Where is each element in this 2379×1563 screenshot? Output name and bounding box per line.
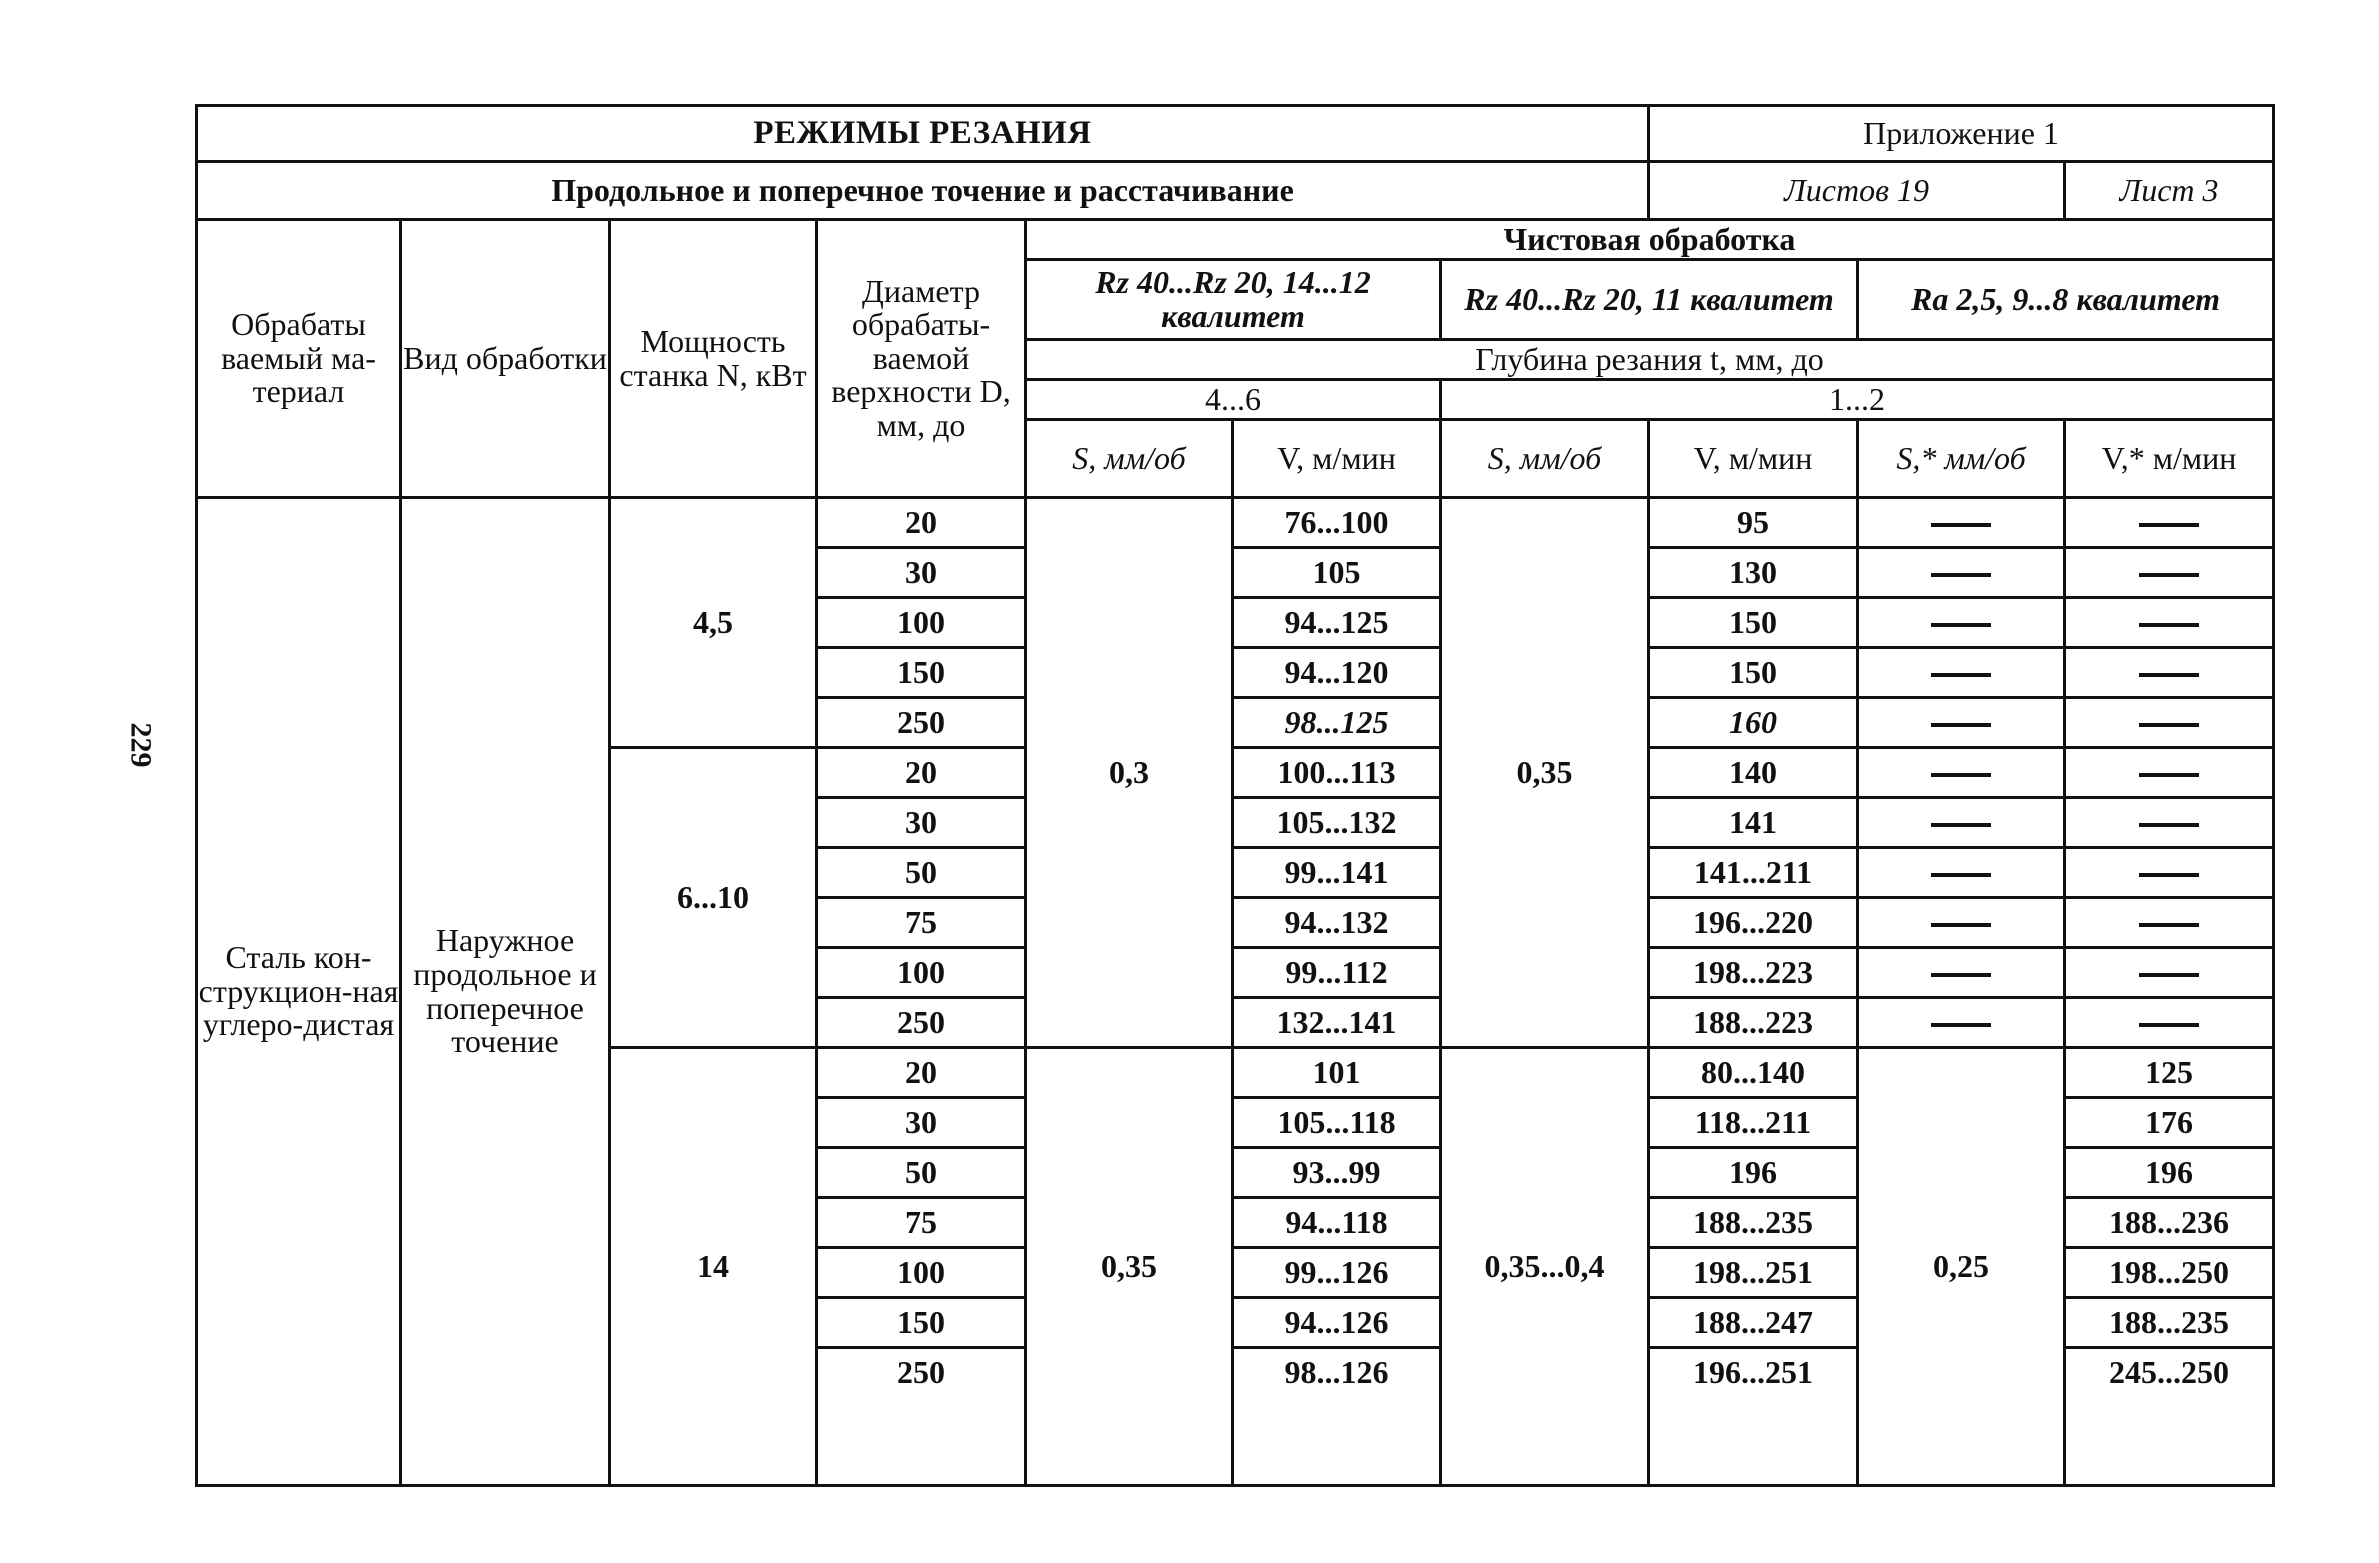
- col-s-3: S,* мм/об: [1858, 420, 2065, 498]
- cutting-modes-table: [195, 104, 2275, 1487]
- v2-cell: 198...223: [1649, 948, 1858, 998]
- v3-cell: 198...250: [2065, 1248, 2274, 1298]
- s3-cell: [1858, 798, 2065, 848]
- s3-cell: [1858, 598, 2065, 648]
- col-finish: Чистовая обработка: [1026, 220, 2274, 260]
- v3-cell: [2065, 748, 2274, 798]
- v3-cell: [2065, 698, 2274, 748]
- col-power: Мощность станка N, кВт: [610, 220, 817, 498]
- v1-cell: 94...132: [1233, 898, 1441, 948]
- v1-cell: 99...141: [1233, 848, 1441, 898]
- operation-cell: Наружное продольное и поперечное точение: [401, 498, 610, 1486]
- v3-cell: [2065, 498, 2274, 548]
- col-diameter: Диаметр обрабаты-ваемой верхности D, мм, до: [817, 220, 1026, 498]
- v1-cell: 101: [1233, 1048, 1441, 1098]
- v1-cell: 98...126: [1233, 1348, 1441, 1398]
- col-s-2: S, мм/об: [1441, 420, 1649, 498]
- v2-cell: 196...251: [1649, 1348, 1858, 1398]
- v1-cell: 105...118: [1233, 1098, 1441, 1148]
- v3-cell: [2065, 898, 2274, 948]
- v2-cell: 150: [1649, 648, 1858, 698]
- v3-cell: 245...250: [2065, 1348, 2274, 1398]
- v2-cell: 188...223: [1649, 998, 1858, 1048]
- diameter-cell: 75: [817, 898, 1026, 948]
- v1-cell: 94...120: [1233, 648, 1441, 698]
- v3-cell: [2065, 798, 2274, 848]
- v2-cell: 198...251: [1649, 1248, 1858, 1298]
- col-operation: Вид обработки: [401, 220, 610, 498]
- col-group-2: Rz 40...Rz 20, 11 квалитет: [1441, 260, 1858, 340]
- s3-cell: [1858, 998, 2065, 1048]
- s3-cell: [1858, 648, 2065, 698]
- v3-cell: 188...236: [2065, 1198, 2274, 1248]
- col-depth-b: 1...2: [1441, 380, 2274, 420]
- v2-cell: 130: [1649, 548, 1858, 598]
- v2-cell: 118...211: [1649, 1098, 1858, 1148]
- col-depth: Глубина резания t, мм, до: [1026, 340, 2274, 380]
- v2-cell: 196...220: [1649, 898, 1858, 948]
- col-v-2: V, м/мин: [1649, 420, 1858, 498]
- v3-cell: [2065, 548, 2274, 598]
- col-group-3: Ra 2,5, 9...8 квалитет: [1858, 260, 2274, 340]
- diameter-cell: 20: [817, 748, 1026, 798]
- v2-cell: 196: [1649, 1148, 1858, 1198]
- power-cell: 14: [610, 1048, 817, 1486]
- diameter-cell: 20: [817, 498, 1026, 548]
- s2-cell: 0,35...0,4: [1441, 1048, 1649, 1486]
- col-v-1: V, м/мин: [1233, 420, 1441, 498]
- col-group-1: Rz 40...Rz 20, 14...12 квалитет: [1026, 260, 1441, 340]
- v1-cell: 98...125: [1233, 698, 1441, 748]
- diameter-cell: 150: [817, 648, 1026, 698]
- v1-cell: 99...126: [1233, 1248, 1441, 1298]
- s3-cell: [1858, 898, 2065, 948]
- s3-cell: [1858, 948, 2065, 998]
- diameter-cell: 20: [817, 1048, 1026, 1098]
- col-v-3: V,* м/мин: [2065, 420, 2274, 498]
- v1-cell: 94...126: [1233, 1298, 1441, 1348]
- diameter-cell: 100: [817, 598, 1026, 648]
- power-cell: 6...10: [610, 748, 817, 1048]
- diameter-cell: 150: [817, 1298, 1026, 1348]
- col-depth-a: 4...6: [1026, 380, 1441, 420]
- v1-cell: 100...113: [1233, 748, 1441, 798]
- v2-cell: 95: [1649, 498, 1858, 548]
- v1-cell: 105: [1233, 548, 1441, 598]
- v1-cell: 93...99: [1233, 1148, 1441, 1198]
- table-title: РЕЖИМЫ РЕЗАНИЯ: [197, 106, 1649, 162]
- v3-cell: 188...235: [2065, 1298, 2274, 1348]
- v1-cell: 99...112: [1233, 948, 1441, 998]
- v3-cell: [2065, 598, 2274, 648]
- v3-cell: [2065, 648, 2274, 698]
- v3-cell: [2065, 848, 2274, 898]
- s1-cell: 0,3: [1026, 498, 1233, 1048]
- col-material: Обрабаты ваемый ма-териал: [197, 220, 401, 498]
- diameter-cell: 50: [817, 848, 1026, 898]
- v1-cell: 94...118: [1233, 1198, 1441, 1248]
- diameter-cell: 30: [817, 548, 1026, 598]
- diameter-cell: 30: [817, 798, 1026, 848]
- sheets-total: Листов 19: [1649, 162, 2065, 220]
- page-number: 229: [124, 722, 158, 768]
- s3-cell: [1858, 748, 2065, 798]
- v2-cell: 150: [1649, 598, 1858, 648]
- v2-cell: 188...247: [1649, 1298, 1858, 1348]
- v3-cell: [2065, 948, 2274, 998]
- diameter-cell: 30: [817, 1098, 1026, 1148]
- v1-cell: 105...132: [1233, 798, 1441, 848]
- v1-cell: 132...141: [1233, 998, 1441, 1048]
- s3-cell: 0,25: [1858, 1048, 2065, 1486]
- v2-cell: 188...235: [1649, 1198, 1858, 1248]
- v3-cell: 196: [2065, 1148, 2274, 1198]
- sheet-number: Лист 3: [2065, 162, 2274, 220]
- v2-cell: 140: [1649, 748, 1858, 798]
- diameter-cell: 250: [817, 1348, 1026, 1398]
- material-cell: Сталь кон-струкцион-ная углеро-дистая: [197, 498, 401, 1486]
- s3-cell: [1858, 848, 2065, 898]
- v2-cell: 141: [1649, 798, 1858, 848]
- s2-cell: 0,35: [1441, 498, 1649, 1048]
- col-s-1: S, мм/об: [1026, 420, 1233, 498]
- v3-cell: 176: [2065, 1098, 2274, 1148]
- table-subtitle: Продольное и поперечное точение и расстачивание: [197, 162, 1649, 220]
- s3-cell: [1858, 548, 2065, 598]
- diameter-cell: 100: [817, 1248, 1026, 1298]
- diameter-cell: 250: [817, 998, 1026, 1048]
- v2-cell: 141...211: [1649, 848, 1858, 898]
- diameter-cell: 250: [817, 698, 1026, 748]
- table-row: [197, 498, 2274, 548]
- diameter-cell: 75: [817, 1198, 1026, 1248]
- s3-cell: [1858, 498, 2065, 548]
- s3-cell: [1858, 698, 2065, 748]
- v1-cell: 94...125: [1233, 598, 1441, 648]
- appendix-label: Приложение 1: [1649, 106, 2274, 162]
- s1-cell: 0,35: [1026, 1048, 1233, 1486]
- v3-cell: 125: [2065, 1048, 2274, 1098]
- v2-cell: 80...140: [1649, 1048, 1858, 1098]
- diameter-cell: 100: [817, 948, 1026, 998]
- power-cell: 4,5: [610, 498, 817, 748]
- v2-cell: 160: [1649, 698, 1858, 748]
- v1-cell: 76...100: [1233, 498, 1441, 548]
- v3-cell: [2065, 998, 2274, 1048]
- diameter-cell: 50: [817, 1148, 1026, 1198]
